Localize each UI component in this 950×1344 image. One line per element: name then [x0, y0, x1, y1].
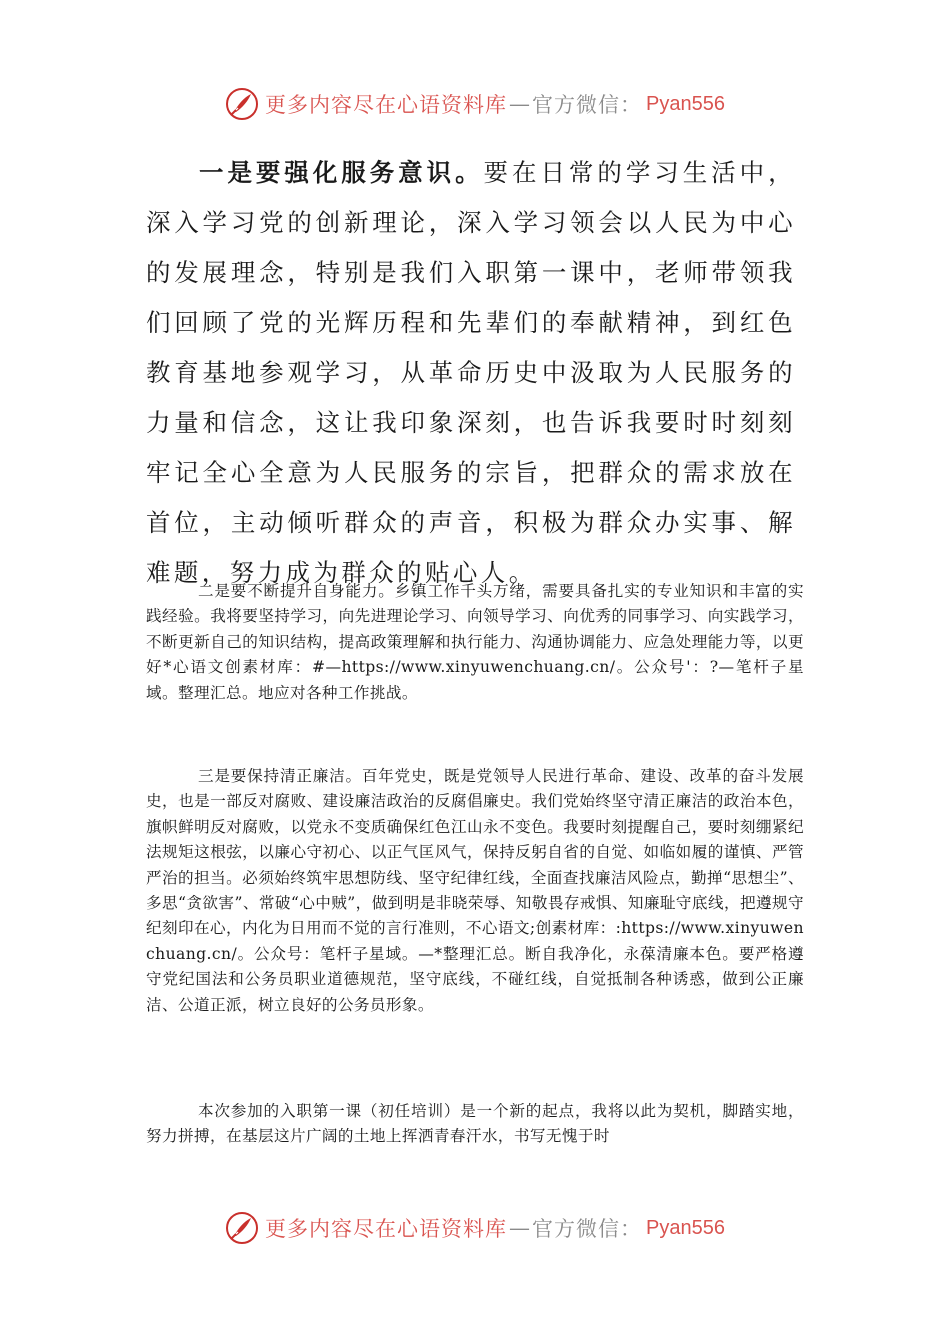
- banner-wechat-id: Pyan556: [646, 1216, 725, 1239]
- banner-wechat-id: Pyan556: [646, 92, 725, 115]
- banner-separator: —: [509, 1216, 531, 1240]
- paragraph-body: 要在日常的学习生活中，深入学习党的创新理论，深入学习领会以人民为中心的发展理念，特别是我们入职第一课中，老师带领我们回顾了党的光辉历程和先辈们的奉献精神，到红色教育基地参观学习，从革命历史中汲取为人民服务的力量和信念，这让我印象深刻，也告诉我要时时刻刻牢记全心全意为人民服务的宗旨，把群众的需求放在首位，主动倾听群众的声音，积极为群众办实事、解难题，努力成为群众的贴心人。: [146, 158, 796, 587]
- banner-wechat-label: 官方微信：: [532, 1217, 643, 1241]
- header-banner: [0, 84, 950, 124]
- ability-paragraph: 二是要不断提升自身能力。乡镇工作千头万绪，需要具备扎实的专业知识和丰富的实践经验。我将要坚持学习，向先进理论学习、向领导学习、向优秀的同事学习、向实践学习，不断更新自己的知识结构，提高政策理解和执行能力、沟通协调能力、应急处理能力等，以更好*心语文创素材库：#—https://www.xinyuwenchuang.cn/。公众号'：?—笔杆子星域。整理汇总。地应对各种工作挑战。: [146, 582, 804, 702]
- footer-banner: [0, 1208, 950, 1248]
- banner-text: 更多内容尽在心语资料库: [265, 93, 508, 117]
- quill-logo-icon: [225, 1211, 259, 1245]
- banner-text: 更多内容尽在心语资料库: [265, 1217, 508, 1241]
- banner-wechat-label: 官方微信：: [532, 93, 643, 117]
- quill-logo-icon: [225, 87, 259, 121]
- conclusion-paragraph: 本次参加的入职第一课（初任培训）是一个新的起点，我将以此为契机，脚踏实地，努力拼搏，在基层这片广阔的土地上挥洒青春汗水，书写无愧于时: [146, 1102, 804, 1146]
- banner-separator: —: [509, 92, 531, 116]
- service-awareness-paragraph: [146, 148, 796, 598]
- paragraph-lead: 一是要强化服务意识。: [199, 158, 484, 187]
- integrity-paragraph: 三是要保持清正廉洁。百年党史，既是党领导人民进行革命、建设、改革的奋斗发展史，也是一部反对腐败、建设廉洁政治的反腐倡廉史。我们党始终坚守清正廉洁的政治本色，旗帜鲜明反对腐败，以党永不变质确保红色江山永不变色。我要时刻提醒自己，要时刻绷紧纪法规矩这根弦，以廉心守初心、以正气匡风气，保持反躬自省的自觉、如临如履的谨慎、严管严治的担当。必须始终筑牢思想防线、坚守纪律红线，全面查找廉洁风险点，勤掸“思想尘”、多思“贪欲害”、常破“心中贼”，做到明是非晓荣辱、知敬畏存戒惧、知廉耻守底线，把遵规守纪刻印在心，内化为日用而不觉的言行准则，不心语文;创素材库：:https://www.xinyuwenchuang.cn/。公众号：笔杆子星域。—*整理汇总。断自我净化，永葆清廉本色。要严格遵守党纪国法和公务员职业道德规范，坚守底线，不碰红线，自觉抵制各种诱惑，做到公正廉洁、公道正派，树立良好的公务员形象。: [146, 767, 804, 1014]
